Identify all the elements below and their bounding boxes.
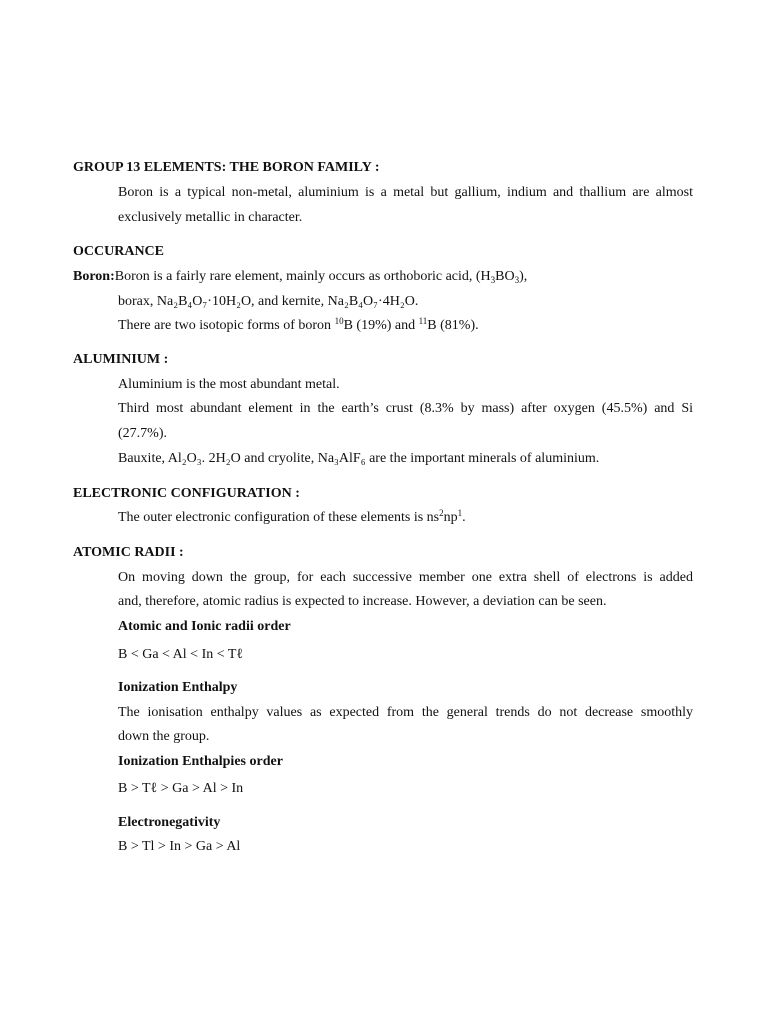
section-heading-aluminium: ALUMINIUM : xyxy=(73,352,169,367)
intro-line-2: exclusively metallic in character. xyxy=(118,210,303,225)
borax-line: borax, Na₂B₄O₇·10H₂O, and kernite, Na₂B₄O₇·4H₂O. xyxy=(118,294,419,309)
section-heading-atomic-radii: ATOMIC RADII : xyxy=(73,545,184,560)
electronegativity-order: B > Tl > In > Ga > Al xyxy=(118,839,241,854)
intro-line-1: Boron is a typical non-metal, aluminium is a metal but gallium, indium and thallium are almost xyxy=(118,185,693,200)
section-heading-occurance: OCCURANCE xyxy=(73,244,164,259)
boron-text: Boron is a fairly rare element, mainly occurs as orthoboric acid, (H xyxy=(114,269,491,284)
aluminium-line-2: Third most abundant element in the earth’s crust (8.3% by mass) after oxygen (45.5%) and Si xyxy=(118,401,693,416)
atomic-radii-line-1: On moving down the group, for each successive member one extra shell of electrons is added xyxy=(118,570,693,585)
section-heading-electronic: ELECTRONIC CONFIGURATION : xyxy=(73,486,300,501)
aluminium-line-1: Aluminium is the most abundant metal. xyxy=(118,377,340,392)
ionization-line-1: The ionisation enthalpy values as expected from the general trends do not decrease smoothly xyxy=(118,705,693,720)
section-heading-group13: GROUP 13 ELEMENTS: THE BORON FAMILY : xyxy=(73,160,380,175)
aluminium-minerals: Bauxite, Al₂O₃. 2H₂O and cryolite, Na₃AlF₆ are the important minerals of aluminium. xyxy=(118,451,600,466)
radii-order: B < Ga < Al < In < Tℓ xyxy=(118,647,244,662)
boron-occurance-line: Boron:Boron is a fairly rare element, mainly occurs as orthoboric acid, $(H_3BO_3)$, xyxy=(73,269,528,285)
isotopes-line: There are two isotopic forms of boron $^{10}$B (19%) and $^{11}$B (81%). xyxy=(118,316,479,333)
ionization-order: B > Tℓ > Ga > Al > In xyxy=(118,781,244,796)
radii-order-heading: Atomic and Ionic radii order xyxy=(118,619,291,634)
atomic-radii-line-2: and, therefore, atomic radius is expected to increase. However, a deviation can be seen. xyxy=(118,594,607,609)
ionization-heading: Ionization Enthalpy xyxy=(118,680,238,695)
boron-label: Boron: xyxy=(73,269,115,284)
electronegativity-heading: Electronegativity xyxy=(118,815,221,830)
electronic-config-line: The outer electronic configuration of these elements is $ns^2np^1$. xyxy=(118,508,466,525)
ionization-line-2: down the group. xyxy=(118,729,210,744)
aluminium-line-3: (27.7%). xyxy=(118,426,167,441)
ionization-order-heading: Ionization Enthalpies order xyxy=(118,754,283,769)
